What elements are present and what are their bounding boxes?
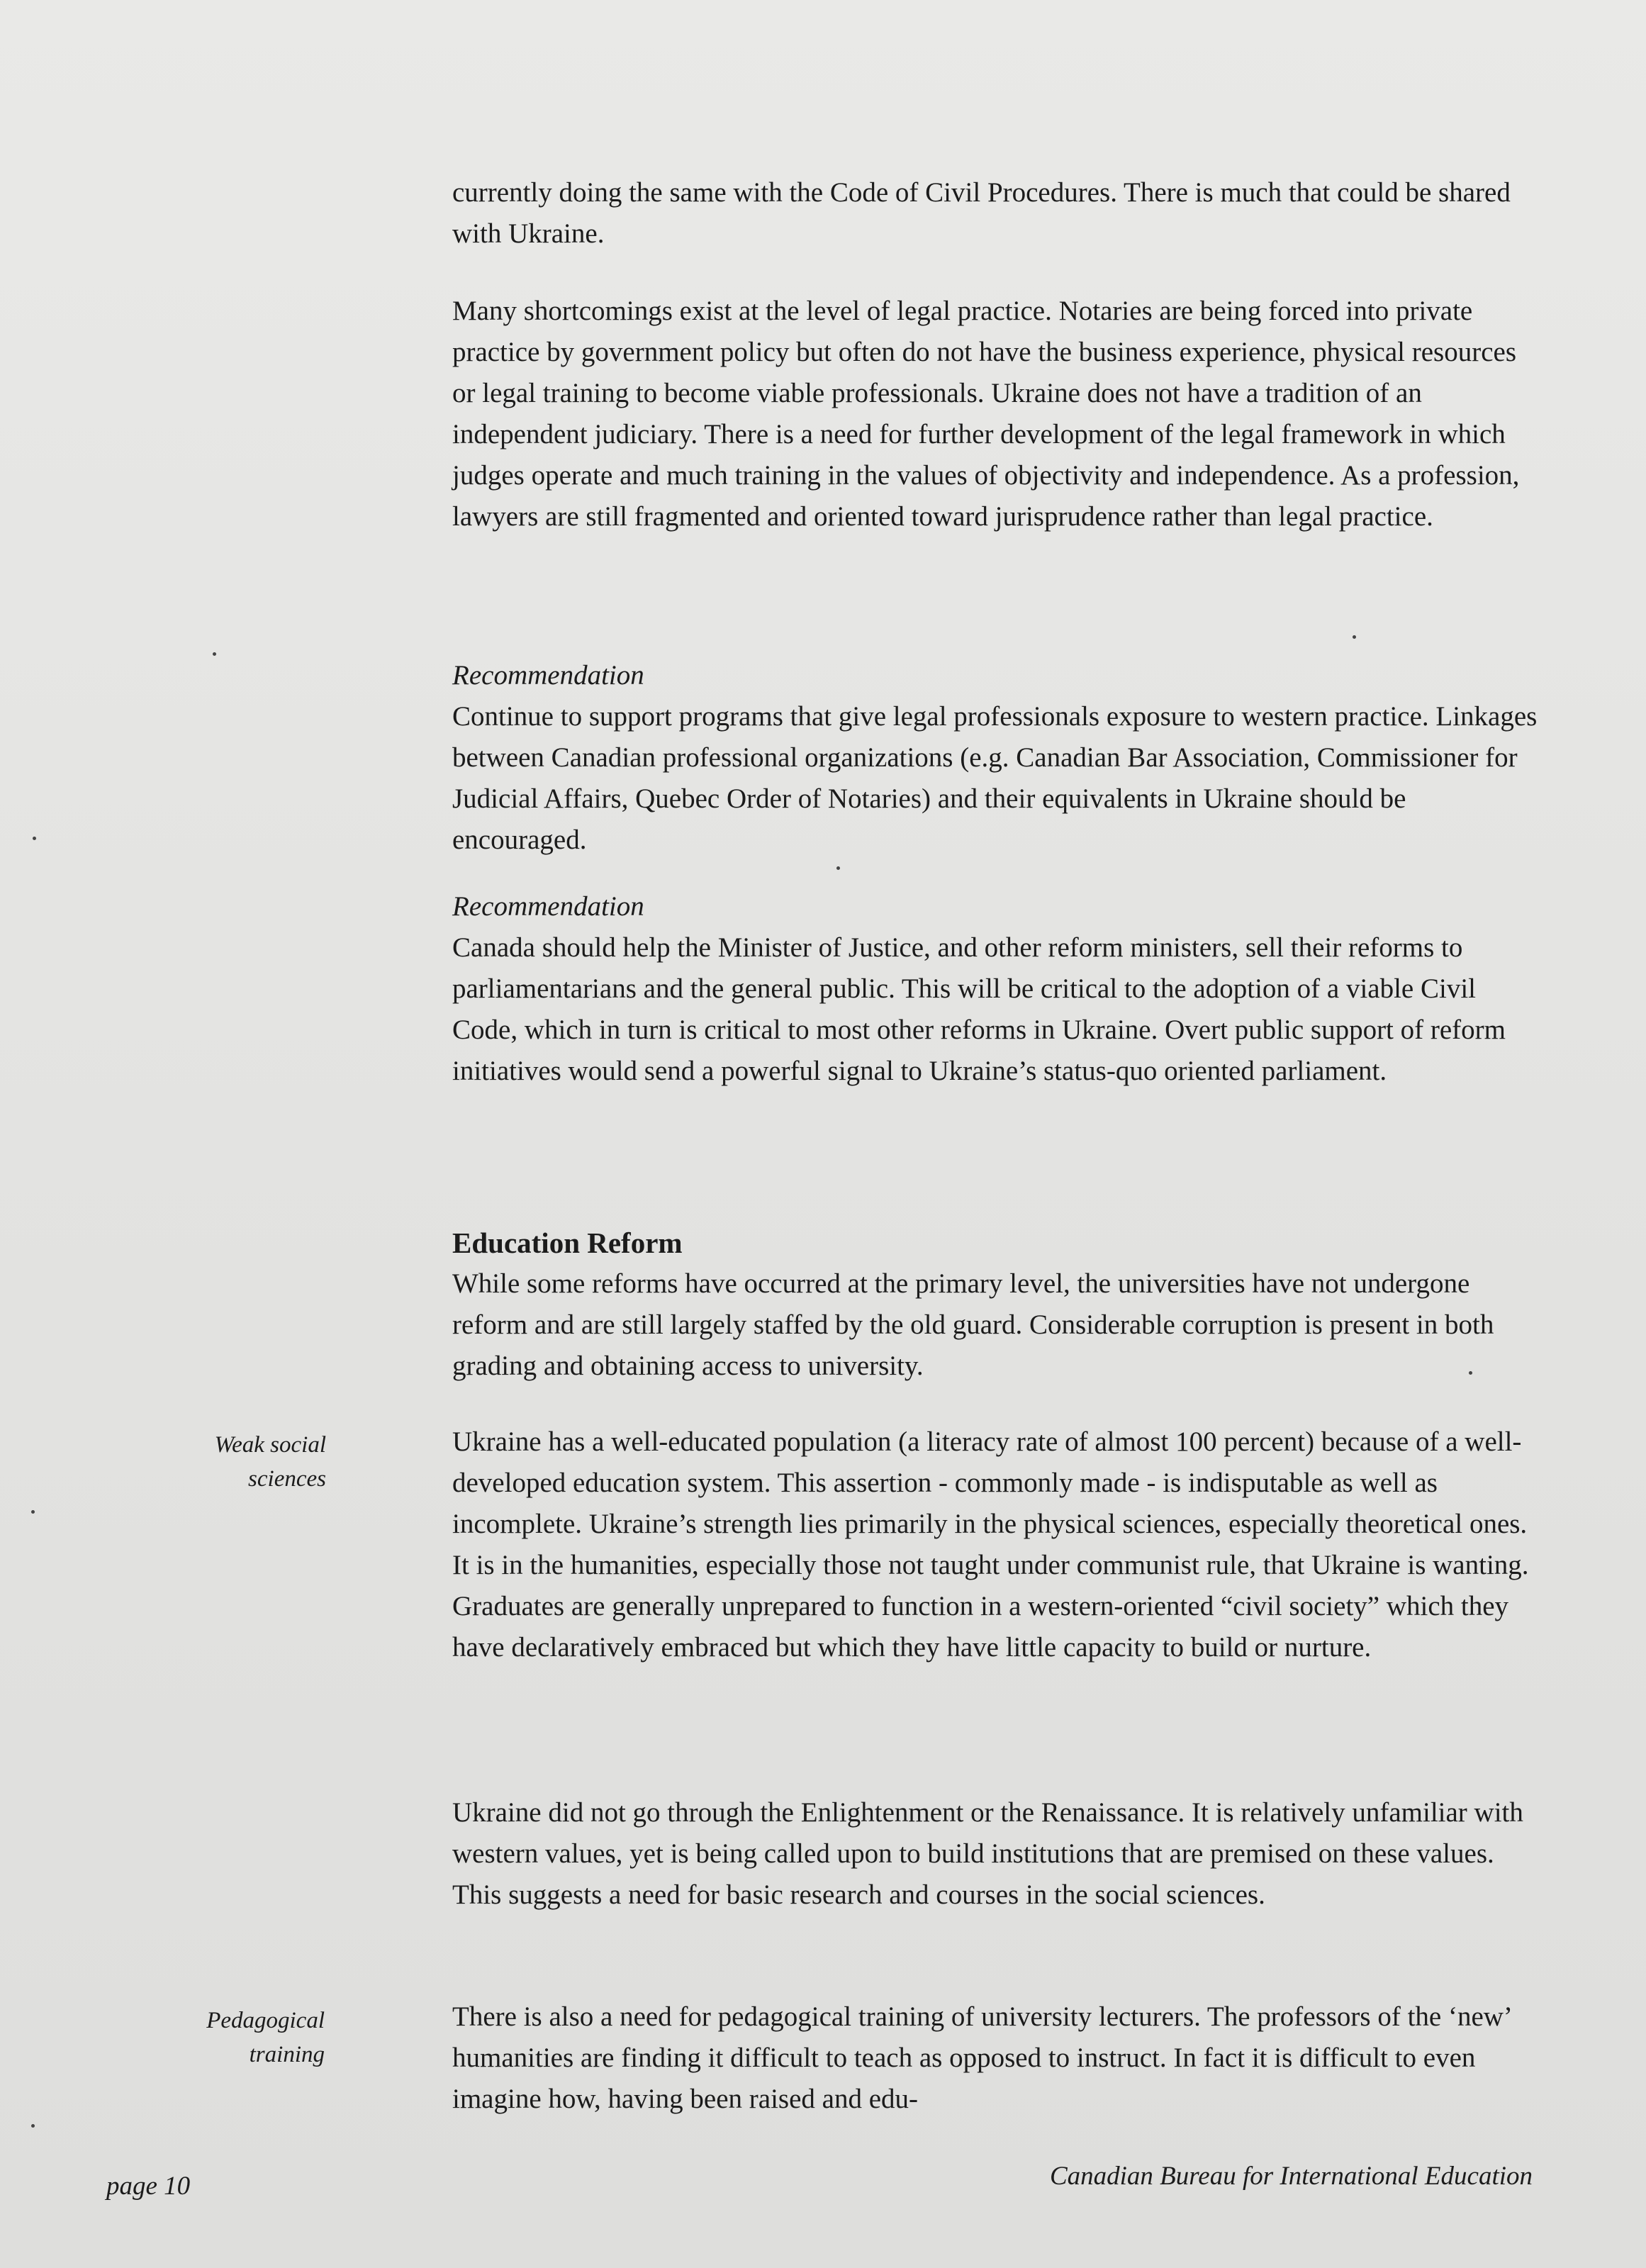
recommendation-heading: Recommendation [452, 660, 644, 691]
scan-speck [1469, 1371, 1472, 1375]
paragraph-well-educated: Ukraine has a well-educated population (a literacy rate of almost 100 percent) because of a well-developed education system. This assertion - commonly made - is indisputable as well as incomplete. Ukraine’s strength lies primarily in the physical sciences, especially theoretical ones. It is in the humanities, especially those not taught under communist rule, that Ukraine is wanting. Graduates are generally unprepared to function in a western-oriented “civil society” which they have declaratively embraced but which they have little capacity to build or nurture. [452, 1426, 1529, 1663]
recommendation-text: Canada should help the Minister of Justice, and other reform ministers, sell their reforms to parliamentarians and the general public. This will be critical to the adoption of a viable Civil Code, which in turn is critical to most other reforms in Ukraine. Overt public support of reform initiatives would send a powerful signal to Ukraine’s status-quo oriented parliament. [452, 932, 1506, 1086]
recommendation-heading: Recommendation [452, 891, 644, 922]
paragraph-legal-practice: Many shortcomings exist at the level of legal practice. Notaries are being forced into private practice by government policy but often do not have the business experience, physical resources or legal training to become viable professionals. Ukraine does not have a tradition of an independent judiciary. There is a need for further development of the legal framework in which judges operate and much training in the values of objectivity and independence. As a profession, lawyers are still fragmented and oriented toward jurisprudence rather than legal practice. [452, 296, 1520, 532]
scan-speck [33, 837, 36, 840]
recommendation-block-1 [452, 655, 1544, 861]
scan-speck [213, 652, 216, 656]
margin-note-pedagogical-training [84, 2004, 325, 2072]
paragraph-enlightenment: Ukraine did not go through the Enlightenment or the Renaissance. It is relatively unfamiliar with western values, yet is being called upon to build institutions that are premised on these values. This suggests a need for basic research and courses in the social sciences. [452, 1797, 1523, 1910]
publisher-name: Canadian Bureau for International Education [1049, 2162, 1533, 2191]
margin-note-weak-social-sciences [85, 1428, 326, 1496]
recommendation-text: Continue to support programs that give legal professionals exposure to western practice. Linkages between Canadian professional organizations (e.g. Canadian Bar Association, Commissioner for Judicial Affairs, Quebec Order of Notaries) and their equivalents in Ukraine should be encouraged. [452, 701, 1538, 855]
recommendation-block-2 [452, 886, 1544, 1092]
scan-speck [836, 866, 840, 870]
margin-note-line: sciences [248, 1466, 326, 1492]
page-number: page 10 [106, 2172, 191, 2201]
paragraph-pedagogical: There is also a need for pedagogical training of university lecturers. The professors of the ‘new’ humanities are finding it difficult to teach as opposed to instruct. In fact it is difficult to even imagine how, having been raised and edu- [452, 2001, 1511, 2114]
margin-note-line: Pedagogical [206, 2008, 325, 2033]
scan-speck [31, 2124, 35, 2128]
paragraph-universities: While some reforms have occurred at the primary level, the universities have not undergone reform and are still largely staffed by the old guard. Considerable corruption is present in both grading and obtaining access to university. [452, 1268, 1494, 1381]
margin-note-line: Weak social [214, 1432, 326, 1458]
scan-speck [1353, 635, 1356, 639]
paragraph-civil-procedures: currently doing the same with the Code of Civil Procedures. There is much that could be shared with Ukraine. [452, 177, 1511, 249]
scan-speck [31, 1510, 35, 1514]
section-heading: Education Reform [452, 1227, 683, 1259]
education-reform-section [452, 1222, 1544, 1387]
margin-note-line: training [249, 2042, 325, 2067]
